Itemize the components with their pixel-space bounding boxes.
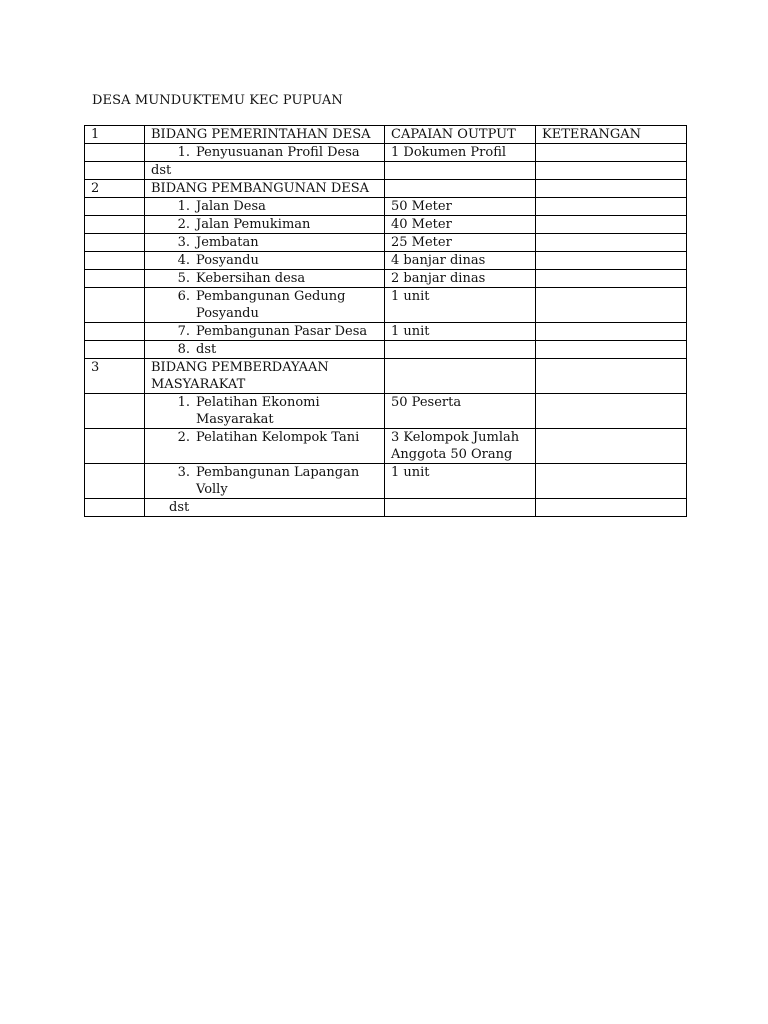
item-number: 3. (177, 235, 190, 250)
table-row (85, 234, 687, 252)
table-row (85, 359, 687, 394)
table-row (85, 180, 687, 198)
column-header-keterangan: KETERANGAN (536, 126, 687, 144)
capaian-cell (385, 162, 536, 180)
row-number-cell: 1 (85, 126, 145, 144)
section-title-cell: BIDANG PEMBANGUNAN DESA (145, 180, 385, 198)
item-number: 4. (177, 253, 190, 268)
keterangan-cell (536, 198, 687, 216)
table-row (85, 323, 687, 341)
table-row (85, 198, 687, 216)
bidang-cell (145, 144, 385, 162)
table-row (85, 144, 687, 162)
item-number: 8. (177, 342, 190, 357)
capaian-cell (385, 499, 536, 517)
keterangan-cell (536, 180, 687, 198)
item-text: Pelatihan Ekonomi Masyarakat (196, 395, 320, 427)
row-number-cell (85, 499, 145, 517)
capaian-cell: 25 Meter (385, 234, 536, 252)
row-number-cell: 3 (85, 359, 145, 394)
row-number-cell (85, 341, 145, 359)
item-text: Posyandu (196, 253, 259, 268)
bidang-cell (145, 499, 385, 517)
table-row (85, 394, 687, 429)
bidang-cell (145, 252, 385, 270)
item-number: 7. (177, 324, 190, 339)
keterangan-cell (536, 162, 687, 180)
table-row (85, 429, 687, 464)
bidang-cell (145, 234, 385, 252)
item-number: 6. (177, 289, 190, 304)
bidang-cell (145, 429, 385, 464)
row-number-cell (85, 288, 145, 323)
item-number: 1. (177, 145, 190, 160)
row-number-cell: 2 (85, 180, 145, 198)
item-number: 5. (177, 271, 190, 286)
item-text: dst (196, 342, 217, 357)
bidang-cell (145, 216, 385, 234)
item-text: Pembangunan Lapangan Volly (196, 465, 360, 497)
row-number-cell (85, 234, 145, 252)
bidang-cell (145, 270, 385, 288)
keterangan-cell (536, 234, 687, 252)
keterangan-cell (536, 252, 687, 270)
item-text: Jalan Desa (196, 199, 266, 214)
table-row (85, 464, 687, 499)
capaian-cell: 1 unit (385, 464, 536, 499)
item-text: Jalan Pemukiman (196, 217, 311, 232)
bidang-cell (145, 323, 385, 341)
capaian-cell: 2 banjar dinas (385, 270, 536, 288)
row-number-cell (85, 216, 145, 234)
column-header-capaian: CAPAIAN OUTPUT (385, 126, 536, 144)
bidang-cell (145, 198, 385, 216)
capaian-cell: 4 banjar dinas (385, 252, 536, 270)
table-row (85, 216, 687, 234)
capaian-cell: 50 Peserta (385, 394, 536, 429)
bidang-cell: dst (145, 162, 385, 180)
item-number: 1. (177, 395, 190, 410)
keterangan-cell (536, 144, 687, 162)
keterangan-cell (536, 464, 687, 499)
row-number-cell (85, 464, 145, 499)
capaian-cell: 3 Kelompok Jumlah Anggota 50 Orang (385, 429, 536, 464)
table-row (85, 162, 687, 180)
item-number: 3. (177, 465, 190, 480)
keterangan-cell (536, 341, 687, 359)
row-number-cell (85, 198, 145, 216)
keterangan-cell (536, 270, 687, 288)
row-number-cell (85, 270, 145, 288)
section-title-cell: BIDANG PEMBERDAYAAN MASYARAKAT (145, 359, 385, 394)
row-number-cell (85, 394, 145, 429)
row-number-cell (85, 429, 145, 464)
capaian-cell: 50 Meter (385, 198, 536, 216)
keterangan-cell (536, 216, 687, 234)
table-header-row (85, 126, 687, 144)
document-title: DESA MUNDUKTEMU KEC PUPUAN (92, 93, 343, 108)
item-number: 2. (177, 430, 190, 445)
capaian-cell: 40 Meter (385, 216, 536, 234)
bidang-cell (145, 341, 385, 359)
keterangan-cell (536, 323, 687, 341)
row-number-cell (85, 323, 145, 341)
keterangan-cell (536, 288, 687, 323)
item-text: Penyusuanan Profil Desa (196, 145, 360, 160)
item-text: Kebersihan desa (196, 271, 306, 286)
row-number-cell (85, 252, 145, 270)
table-row (85, 499, 687, 517)
keterangan-cell (536, 499, 687, 517)
capaian-cell (385, 180, 536, 198)
table-row (85, 252, 687, 270)
capaian-cell (385, 341, 536, 359)
bidang-cell (145, 464, 385, 499)
table-row (85, 288, 687, 323)
capaian-cell: 1 Dokumen Profil (385, 144, 536, 162)
capaian-cell: 1 unit (385, 323, 536, 341)
item-text: dst (169, 500, 190, 515)
bidang-cell (145, 288, 385, 323)
item-text: Pelatihan Kelompok Tani (196, 430, 360, 445)
keterangan-cell (536, 359, 687, 394)
item-number: 1. (177, 199, 190, 214)
capaian-cell: 1 unit (385, 288, 536, 323)
item-text: Jembatan (196, 235, 259, 250)
output-table (84, 125, 687, 517)
table-row (85, 341, 687, 359)
bidang-cell (145, 394, 385, 429)
capaian-cell (385, 359, 536, 394)
keterangan-cell (536, 394, 687, 429)
row-number-cell (85, 144, 145, 162)
keterangan-cell (536, 429, 687, 464)
table-row (85, 270, 687, 288)
item-number: 2. (177, 217, 190, 232)
section-title-cell: BIDANG PEMERINTAHAN DESA (145, 126, 385, 144)
item-text: Pembangunan Pasar Desa (196, 324, 368, 339)
item-text: Pembangunan Gedung Posyandu (196, 289, 346, 321)
row-number-cell (85, 162, 145, 180)
